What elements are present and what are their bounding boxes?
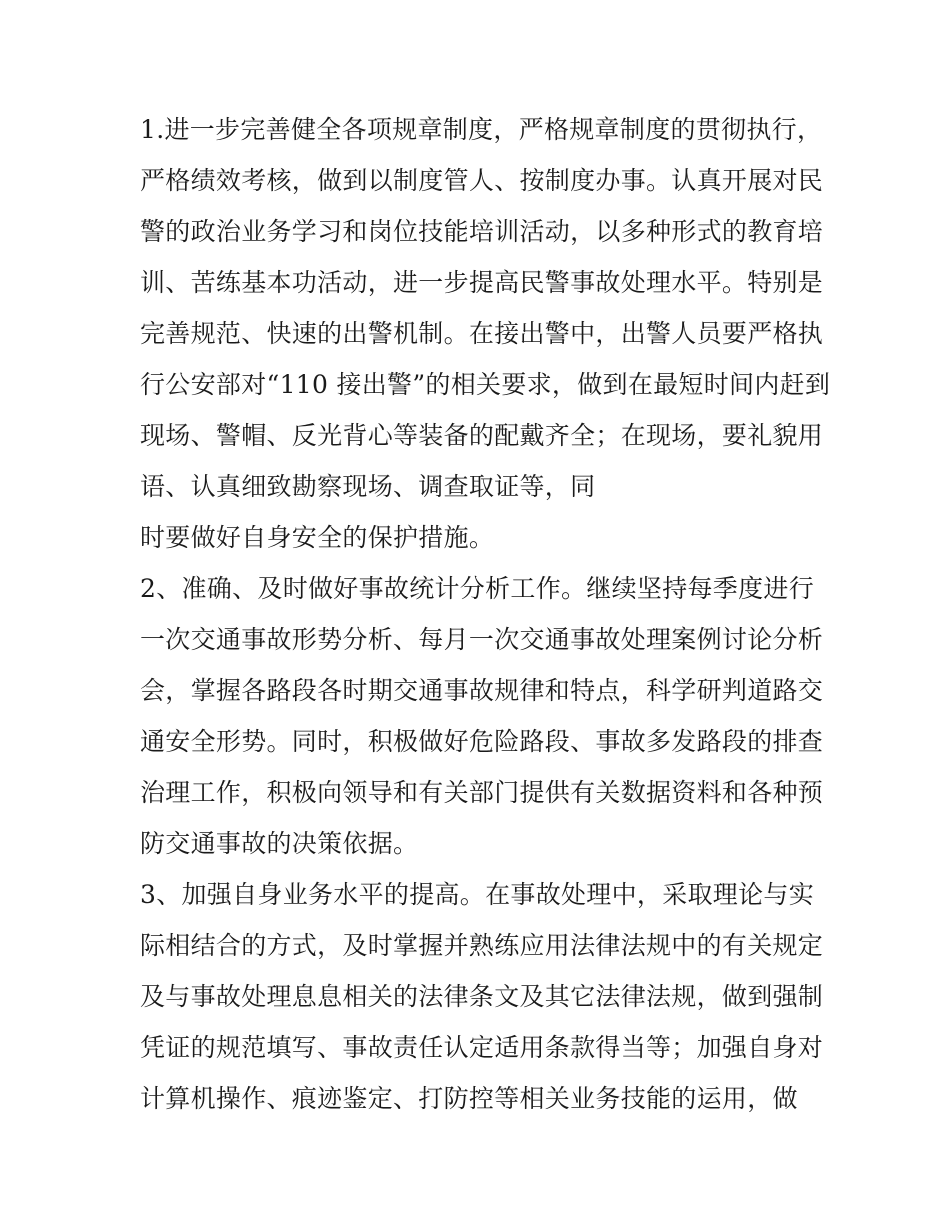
- text-line: 时要做好自身安全的保护措施。: [140, 523, 495, 552]
- text-line: 会，掌握各路段各时期交通事故规律和特点，科学研判道路交: [140, 676, 824, 705]
- text-line: 完善规范、快速的出警机制。在接出警中，出警人员要严格执: [140, 319, 824, 348]
- text-line: 现场、警帽、反光背心等装备的配戴齐全；在现场，要礼貌用: [140, 421, 824, 450]
- text-line: 1.进一步完善健全各项规章制度，严格规章制度的贯彻执行，: [140, 115, 823, 144]
- text-line: 治理工作，积极向领导和有关部门提供有关数据资料和各种预: [140, 778, 824, 807]
- text-line: 警的政治业务学习和岗位技能培训活动，以多种形式的教育培: [140, 217, 824, 246]
- text-line: 计算机操作、痕迹鉴定、打防控等相关业务技能的运用，做: [140, 1084, 798, 1113]
- text-line: 语、认真细致勘察现场、调查取证等，同: [140, 472, 596, 501]
- text-line: 训、苦练基本功活动，进一步提高民警事故处理水平。特别是: [140, 268, 824, 297]
- text-line: 3、加强自身业务水平的提高。在事故处理中，采取理论与实: [140, 880, 815, 909]
- text-line: 际相结合的方式，及时掌握并熟练应用法律法规中的有关规定: [140, 931, 824, 960]
- text-line: 凭证的规范填写、事故责任认定适用条款得当等；加强自身对: [140, 1033, 824, 1062]
- text-line: 一次交通事故形势分析、每月一次交通事故处理案例讨论分析: [140, 625, 824, 654]
- text-line: 严格绩效考核，做到以制度管人、按制度办事。认真开展对民: [140, 166, 824, 195]
- text-line: 防交通事故的决策依据。: [140, 829, 419, 858]
- text-line: 及与事故处理息息相关的法律条文及其它法律法规，做到强制: [140, 982, 824, 1011]
- text-line: 通安全形势。同时，积极做好危险路段、事故多发路段的排查: [140, 727, 824, 756]
- text-line: 2、准确、及时做好事故统计分析工作。继续坚持每季度进行: [140, 574, 815, 603]
- text-line: 行公安部对“110 接出警”的相关要求，做到在最短时间内赶到: [140, 370, 831, 399]
